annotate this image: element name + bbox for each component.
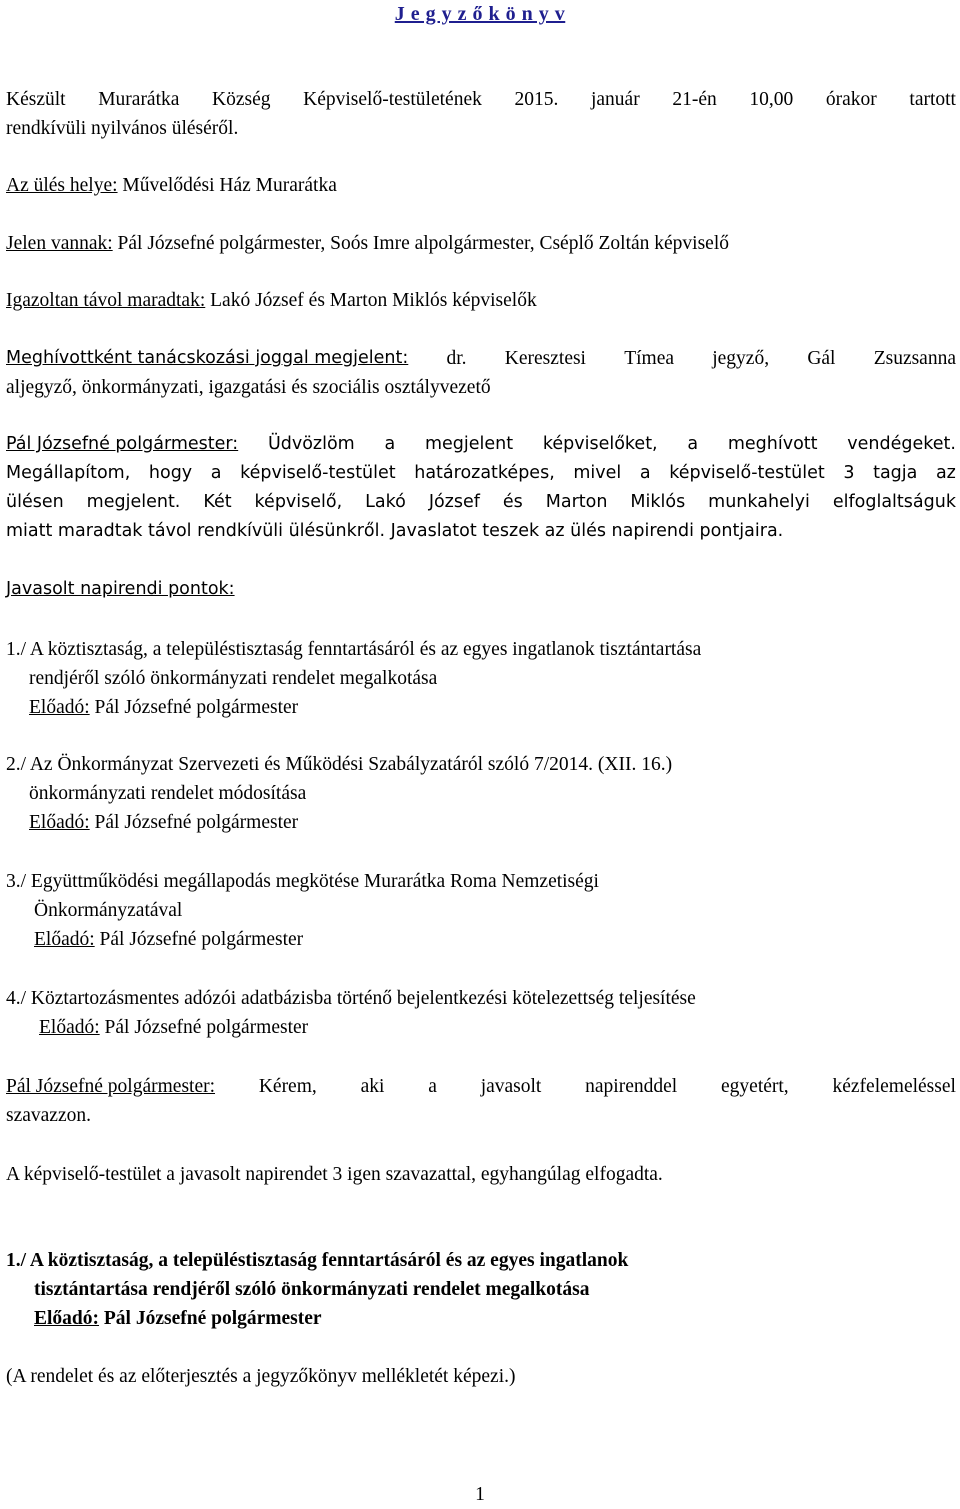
agenda-item-3-line-2: Önkormányzatával xyxy=(34,900,183,921)
agenda-heading: Javasolt napirendi pontok: xyxy=(6,579,235,599)
welcome-line-3: ülésen megjelent. Két képviselő, Lakó József és Marton Miklós munkahelyi elfoglaltságuk xyxy=(6,492,956,512)
invited-label: Meghívottként tanácskozási joggal megjelent: xyxy=(6,348,409,368)
agenda-item-4-line-1: 4./ Köztartozásmentes adózói adatbázisba történő bejelentkezési kötelezettség teljesítése xyxy=(6,988,696,1009)
invited-line-1: Meghívottként tanácskozási joggal megjelent: dr. Keresztesi Tímea jegyző, Gál Zsuzsanna xyxy=(6,344,956,373)
excused-value: Lakó József és Marton Miklós képviselők xyxy=(205,290,537,311)
location-label: Az ülés helye: xyxy=(6,175,118,196)
document-title: J e g y z ő k ö n y v xyxy=(394,3,566,25)
excused-members xyxy=(6,286,956,315)
agenda-item-4-presenter: Előadó: Pál Józsefné polgármester xyxy=(39,1017,309,1038)
invited-line-2: aljegyző, önkormányzati, igazgatási és szociális osztályvezető xyxy=(6,377,491,398)
item-1-heading-line-1: 1./ A köztisztaság, a településtisztaság fenntartásáról és az egyes ingatlanok xyxy=(6,1250,629,1271)
intro-line-1: Készült Murarátka Község Képviselő-testületének 2015. január 21-én 10,00 órakor tartott xyxy=(6,89,956,110)
present-value: Pál Józsefné polgármester, Soós Imre alpolgármester, Cséplő Zoltán képviselő xyxy=(112,233,729,254)
excused-label: Igazoltan távol maradtak: xyxy=(6,290,206,311)
welcome-line-2: Megállapítom, hogy a képviselő-testület határozatképes, mivel a képviselő-testület 3 tagja az xyxy=(6,463,956,483)
item-1-heading-line-2: tisztántartása rendjéről szóló önkormányzati rendelet megalkotása xyxy=(34,1279,590,1300)
agenda-item-2-presenter: Előadó: Pál Józsefné polgármester xyxy=(29,812,299,833)
agenda-item-2-line-1: 2./ Az Önkormányzat Szervezeti és Működési Szabályzatáról szóló 7/2014. (XII. 16.) xyxy=(6,754,673,775)
present-members xyxy=(6,229,956,258)
agenda-item-1-line-2: rendjéről szóló önkormányzati rendelet megalkotása xyxy=(29,668,438,689)
agenda-item-1-presenter: Előadó: Pál Józsefné polgármester xyxy=(29,697,299,718)
meeting-location xyxy=(6,171,956,200)
welcome-line-4: miatt maradtak távol rendkívüli ülésünkről. Javaslatot teszek az ülés napirendi pontjaira. xyxy=(6,521,784,541)
agenda-item-3-line-1: 3./ Együttműködési megállapodás megkötése Murarátka Roma Nemzetiségi xyxy=(6,871,599,892)
vote-request-line-1: Pál Józsefné polgármester: Kérem, aki a javasolt napirenddel egyetért, kézfelemeléssel xyxy=(6,1072,956,1101)
item-1-note: (A rendelet és az előterjesztés a jegyzőkönyv mellékletét képezi.) xyxy=(6,1366,516,1387)
vote-request-line-2: szavazzon. xyxy=(6,1105,91,1126)
location-value: Művelődési Ház Murarátka xyxy=(117,175,337,196)
present-label: Jelen vannak: xyxy=(6,233,113,254)
item-1-presenter: Előadó: Pál Józsefné polgármester xyxy=(34,1308,322,1329)
welcome-speaker: Pál Józsefné polgármester: xyxy=(6,434,239,454)
welcome-line-1: Pál Józsefné polgármester: Üdvözlöm a megjelent képviselőket, a meghívott vendégeket. xyxy=(6,430,956,459)
agenda-item-1-line-1: 1./ A köztisztaság, a településtisztaság fenntartásáról és az egyes ingatlanok tisztántartása xyxy=(6,639,702,660)
agenda-item-3-presenter: Előadó: Pál Józsefné polgármester xyxy=(34,929,304,950)
agenda-item-2-line-2: önkormányzati rendelet módosítása xyxy=(29,783,307,804)
vote-result: A képviselő-testület a javasolt napirendet 3 igen szavazattal, egyhangúlag elfogadta. xyxy=(6,1164,663,1185)
intro-line-2: rendkívüli nyilvános üléséről. xyxy=(6,118,239,139)
vote-request-speaker: Pál Józsefné polgármester: xyxy=(6,1076,216,1097)
page-number: 1 xyxy=(475,1484,485,1505)
